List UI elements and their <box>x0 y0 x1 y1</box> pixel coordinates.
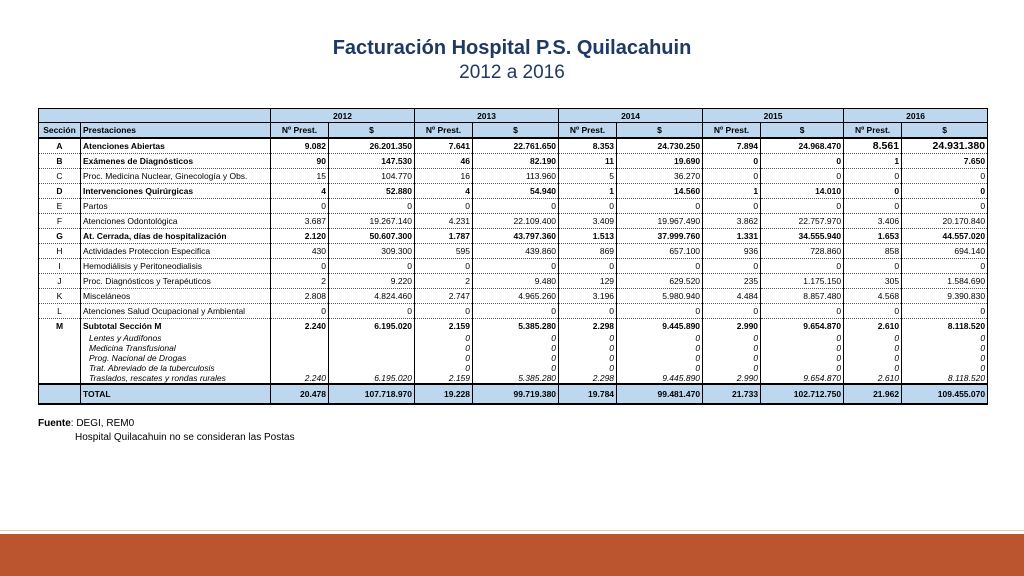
row-value: 8.857.480 <box>761 289 844 304</box>
subrow-label: Trat. Abreviado de la tuberculosis <box>81 363 271 373</box>
row-value: 104.770 <box>329 169 415 184</box>
subrow-section <box>39 333 81 343</box>
row-label: Proc. Medicina Nuclear, Ginecología y Obs. <box>81 169 271 184</box>
table-row <box>39 138 988 154</box>
row-label: Exámenes de Diagnósticos <box>81 154 271 169</box>
subrow-value: 0 <box>703 353 761 363</box>
row-value: 2 <box>415 274 473 289</box>
header-seccion: Sección <box>39 123 81 139</box>
row-value: 1.653 <box>844 229 902 244</box>
row-value: 0 <box>844 259 902 274</box>
row-value: 0 <box>902 304 988 319</box>
row-value: 46 <box>415 154 473 169</box>
row-value: 14.010 <box>761 184 844 199</box>
year-header-blank <box>39 109 271 123</box>
row-value: 0 <box>415 199 473 214</box>
row-value: 9.480 <box>473 274 559 289</box>
header-nprest: Nº Prest. <box>703 123 761 139</box>
subrow-value: 0 <box>703 343 761 353</box>
header-prestaciones: Prestaciones <box>81 123 271 139</box>
row-value: 3.687 <box>271 214 329 229</box>
row-value: 0 <box>617 259 703 274</box>
row-value: 1.331 <box>703 229 761 244</box>
row-section: G <box>39 229 81 244</box>
row-label: Hemodiálisis y Peritoneodialisis <box>81 259 271 274</box>
row-value: 7.894 <box>703 138 761 154</box>
subrow-value: 0 <box>473 333 559 343</box>
row-value: 16 <box>415 169 473 184</box>
row-value: 1.584.690 <box>902 274 988 289</box>
row-value: 2.240 <box>271 319 329 334</box>
subrow-value: 0 <box>473 353 559 363</box>
year-header: 2014 <box>559 109 703 123</box>
row-value: 8.118.520 <box>902 319 988 334</box>
row-value: 0 <box>844 199 902 214</box>
subrow-value: 0 <box>844 363 902 373</box>
row-value: 15 <box>271 169 329 184</box>
row-value: 11 <box>559 154 617 169</box>
row-value: 9.082 <box>271 138 329 154</box>
subrow-value: 6.195.020 <box>329 373 415 384</box>
year-header: 2013 <box>415 109 559 123</box>
row-section: A <box>39 138 81 154</box>
row-value: 24.931.380 <box>902 138 988 154</box>
table-row <box>39 304 988 319</box>
row-value: 0 <box>559 199 617 214</box>
row-section: M <box>39 319 81 334</box>
header-nprest: Nº Prest. <box>844 123 902 139</box>
year-header: 2016 <box>844 109 988 123</box>
subrow-value: 9.445.890 <box>617 373 703 384</box>
subrow-value: 0 <box>761 363 844 373</box>
row-value: 6.195.020 <box>329 319 415 334</box>
row-value: 4.484 <box>703 289 761 304</box>
row-value: 1 <box>559 184 617 199</box>
subrow-label: Traslados, rescates y rondas rurales <box>81 373 271 384</box>
row-value: 0 <box>761 259 844 274</box>
subrow-value: 2.990 <box>703 373 761 384</box>
row-value: 4 <box>415 184 473 199</box>
total-value: 107.718.970 <box>329 384 415 404</box>
row-value: 4.824.460 <box>329 289 415 304</box>
row-value: 629.520 <box>617 274 703 289</box>
subrow-value: 0 <box>559 363 617 373</box>
subrow-section <box>39 373 81 384</box>
row-value: 657.100 <box>617 244 703 259</box>
total-value: 21.962 <box>844 384 902 404</box>
total-value: 19.784 <box>559 384 617 404</box>
row-value: 0 <box>761 154 844 169</box>
row-value: 0 <box>617 199 703 214</box>
total-value: 20.478 <box>271 384 329 404</box>
row-value: 9.445.890 <box>617 319 703 334</box>
section-m-row <box>39 319 988 334</box>
row-value: 9.654.870 <box>761 319 844 334</box>
row-label: Atenciones Abiertas <box>81 138 271 154</box>
slide-subtitle: 2012 a 2016 <box>459 62 565 83</box>
row-value: 20.170.840 <box>902 214 988 229</box>
subrow-value: 0 <box>617 353 703 363</box>
subrow-value: 0 <box>902 363 988 373</box>
row-value: 113.960 <box>473 169 559 184</box>
row-value: 19.967.490 <box>617 214 703 229</box>
row-value: 0 <box>271 259 329 274</box>
subrow-section <box>39 353 81 363</box>
row-value: 305 <box>844 274 902 289</box>
row-value: 0 <box>473 259 559 274</box>
row-value: 5.980.940 <box>617 289 703 304</box>
total-value: 21.733 <box>703 384 761 404</box>
row-section: J <box>39 274 81 289</box>
row-value: 19.690 <box>617 154 703 169</box>
subrow-value: 0 <box>617 343 703 353</box>
source-label: Fuente <box>38 418 71 429</box>
row-value: 0 <box>329 199 415 214</box>
table-row <box>39 229 988 244</box>
row-value: 858 <box>844 244 902 259</box>
header-money: $ <box>761 123 844 139</box>
row-section: E <box>39 199 81 214</box>
subrow-value: 0 <box>415 353 473 363</box>
table-row <box>39 154 988 169</box>
subrow-value: 8.118.520 <box>902 373 988 384</box>
subrow-value: 0 <box>844 343 902 353</box>
section-m-subrow <box>39 353 988 363</box>
subrow-value <box>329 353 415 363</box>
subrow-value: 2.240 <box>271 373 329 384</box>
row-value: 82.190 <box>473 154 559 169</box>
row-value: 728.860 <box>761 244 844 259</box>
row-label: Misceláneos <box>81 289 271 304</box>
table-row <box>39 244 988 259</box>
table-row <box>39 199 988 214</box>
row-value: 0 <box>902 184 988 199</box>
subrow-value: 0 <box>415 333 473 343</box>
row-label: At. Cerrada, días de hospitalización <box>81 229 271 244</box>
slide-title-block <box>0 35 1024 85</box>
row-label: Proc. Diagnósticos y Terapéuticos <box>81 274 271 289</box>
row-value: 3.862 <box>703 214 761 229</box>
row-value: 4.965.260 <box>473 289 559 304</box>
row-value: 2.990 <box>703 319 761 334</box>
total-value: 109.455.070 <box>902 384 988 404</box>
subrow-value: 0 <box>473 343 559 353</box>
row-value: 0 <box>844 169 902 184</box>
row-value: 4 <box>271 184 329 199</box>
row-value: 22.761.650 <box>473 138 559 154</box>
row-value: 2.610 <box>844 319 902 334</box>
header-money: $ <box>473 123 559 139</box>
subrow-value <box>271 333 329 343</box>
subrow-value: 0 <box>761 343 844 353</box>
row-value: 0 <box>703 259 761 274</box>
row-label: Atenciones Salud Ocupacional y Ambiental <box>81 304 271 319</box>
subrow-section <box>39 343 81 353</box>
year-header: 2012 <box>271 109 415 123</box>
row-value: 8.561 <box>844 138 902 154</box>
year-header: 2015 <box>703 109 844 123</box>
row-value: 4.568 <box>844 289 902 304</box>
row-value: 595 <box>415 244 473 259</box>
subrow-value: 0 <box>473 363 559 373</box>
row-value: 8.353 <box>559 138 617 154</box>
row-value: 37.999.760 <box>617 229 703 244</box>
row-value: 2.808 <box>271 289 329 304</box>
row-value: 1.513 <box>559 229 617 244</box>
row-section: C <box>39 169 81 184</box>
total-section-blank <box>39 384 81 404</box>
subrow-value: 0 <box>902 353 988 363</box>
subrow-value: 0 <box>761 333 844 343</box>
row-value: 9.220 <box>329 274 415 289</box>
subrow-value: 0 <box>902 343 988 353</box>
footer-bar <box>0 534 1024 576</box>
row-value: 3.196 <box>559 289 617 304</box>
row-value: 129 <box>559 274 617 289</box>
billing-table <box>38 108 988 405</box>
row-label: Atenciones Odontológica <box>81 214 271 229</box>
row-value: 54.940 <box>473 184 559 199</box>
row-value: 0 <box>844 304 902 319</box>
row-value: 19.267.140 <box>329 214 415 229</box>
section-m-subrow <box>39 343 988 353</box>
subrow-value <box>329 333 415 343</box>
row-value: 24.968.470 <box>761 138 844 154</box>
row-value: 0 <box>329 259 415 274</box>
row-value: 0 <box>844 184 902 199</box>
row-value: 0 <box>329 304 415 319</box>
footer-divider <box>0 530 1024 531</box>
table-row <box>39 274 988 289</box>
subrow-label: Prog. Nacional de Drogas <box>81 353 271 363</box>
section-m-subrow <box>39 363 988 373</box>
subrow-value: 0 <box>703 363 761 373</box>
row-value: 26.201.350 <box>329 138 415 154</box>
slide-title: Facturación Hospital P.S. Quilacahuin <box>332 37 692 59</box>
row-value: 694.140 <box>902 244 988 259</box>
row-section: I <box>39 259 81 274</box>
row-value: 235 <box>703 274 761 289</box>
row-value: 3.409 <box>559 214 617 229</box>
row-value: 7.641 <box>415 138 473 154</box>
row-value: 2.298 <box>559 319 617 334</box>
row-value: 0 <box>559 304 617 319</box>
row-value: 439.860 <box>473 244 559 259</box>
row-value: 936 <box>703 244 761 259</box>
year-header-row <box>39 109 988 123</box>
header-money: $ <box>902 123 988 139</box>
row-value: 43.797.360 <box>473 229 559 244</box>
row-value: 0 <box>617 304 703 319</box>
table-row <box>39 259 988 274</box>
subrow-value <box>329 343 415 353</box>
total-row <box>39 384 988 404</box>
row-value: 0 <box>761 169 844 184</box>
total-value: 99.719.380 <box>473 384 559 404</box>
row-label: Partos <box>81 199 271 214</box>
subrow-value <box>329 363 415 373</box>
subrow-value: 0 <box>617 363 703 373</box>
row-value: 1 <box>844 154 902 169</box>
subrow-section <box>39 363 81 373</box>
row-value: 2.159 <box>415 319 473 334</box>
row-value: 0 <box>559 259 617 274</box>
row-value: 24.730.250 <box>617 138 703 154</box>
row-label: Actividades Proteccion Especifica <box>81 244 271 259</box>
row-value: 22.109.400 <box>473 214 559 229</box>
row-section: F <box>39 214 81 229</box>
header-money: $ <box>617 123 703 139</box>
subrow-value: 0 <box>617 333 703 343</box>
subrow-value: 0 <box>559 343 617 353</box>
row-value: 3.406 <box>844 214 902 229</box>
header-nprest: Nº Prest. <box>415 123 473 139</box>
subrow-value: 0 <box>902 333 988 343</box>
row-value: 22.757.970 <box>761 214 844 229</box>
subrow-value: 9.654.870 <box>761 373 844 384</box>
row-value: 0 <box>271 199 329 214</box>
table-row <box>39 289 988 304</box>
subrow-value: 0 <box>559 333 617 343</box>
row-value: 0 <box>902 199 988 214</box>
total-label: TOTAL <box>81 384 271 404</box>
row-label: Intervenciones Quirúrgicas <box>81 184 271 199</box>
row-value: 2 <box>271 274 329 289</box>
row-value: 0 <box>415 259 473 274</box>
row-value: 4.231 <box>415 214 473 229</box>
header-nprest: Nº Prest. <box>559 123 617 139</box>
row-value: 430 <box>271 244 329 259</box>
subrow-value: 0 <box>844 333 902 343</box>
row-value: 52.880 <box>329 184 415 199</box>
subrow-label: Lentes y Audífonos <box>81 333 271 343</box>
subrow-value <box>271 363 329 373</box>
row-value: 0 <box>473 304 559 319</box>
row-value: 0 <box>703 154 761 169</box>
table-row <box>39 184 988 199</box>
column-header-row <box>39 123 988 139</box>
source-notes <box>38 417 295 445</box>
total-value: 102.712.750 <box>761 384 844 404</box>
row-value: 0 <box>902 169 988 184</box>
row-value: 9.390.830 <box>902 289 988 304</box>
subrow-value: 2.159 <box>415 373 473 384</box>
subrow-value: 0 <box>844 353 902 363</box>
row-value: 0 <box>271 304 329 319</box>
subrow-value: 2.298 <box>559 373 617 384</box>
table-row <box>39 214 988 229</box>
row-value: 0 <box>703 199 761 214</box>
row-value: 0 <box>703 304 761 319</box>
row-value: 0 <box>473 199 559 214</box>
row-value: 50.607.300 <box>329 229 415 244</box>
row-value: 0 <box>415 304 473 319</box>
source-note: Hospital Quilacahuin no se consideran las Postas <box>75 432 295 443</box>
row-value: 0 <box>902 259 988 274</box>
row-value: 0 <box>703 169 761 184</box>
row-label: Subtotal Sección M <box>81 319 271 334</box>
row-value: 147.530 <box>329 154 415 169</box>
row-section: B <box>39 154 81 169</box>
subrow-value: 0 <box>415 343 473 353</box>
row-value: 309.300 <box>329 244 415 259</box>
row-value: 869 <box>559 244 617 259</box>
subrow-value: 0 <box>559 353 617 363</box>
row-value: 5.385.280 <box>473 319 559 334</box>
row-section: L <box>39 304 81 319</box>
row-value: 7.650 <box>902 154 988 169</box>
row-value: 5 <box>559 169 617 184</box>
table-row <box>39 169 988 184</box>
subrow-value: 0 <box>761 353 844 363</box>
row-value: 2.747 <box>415 289 473 304</box>
subrow-value: 0 <box>703 333 761 343</box>
subrow-label: Medicina Transfusional <box>81 343 271 353</box>
row-value: 1 <box>703 184 761 199</box>
row-value: 14.560 <box>617 184 703 199</box>
subrow-value <box>271 353 329 363</box>
section-m-subrow <box>39 333 988 343</box>
subrow-value: 5.385.280 <box>473 373 559 384</box>
row-value: 0 <box>761 199 844 214</box>
total-value: 99.481.470 <box>617 384 703 404</box>
header-money: $ <box>329 123 415 139</box>
row-value: 1.787 <box>415 229 473 244</box>
section-m-subrow <box>39 373 988 384</box>
subrow-value <box>271 343 329 353</box>
row-value: 44.557.020 <box>902 229 988 244</box>
subrow-value: 2.610 <box>844 373 902 384</box>
source-text: : DEGI, REM0 <box>70 418 135 429</box>
row-value: 1.175.150 <box>761 274 844 289</box>
row-section: K <box>39 289 81 304</box>
row-section: D <box>39 184 81 199</box>
row-value: 34.555.940 <box>761 229 844 244</box>
header-nprest: Nº Prest. <box>271 123 329 139</box>
row-section: H <box>39 244 81 259</box>
row-value: 36.270 <box>617 169 703 184</box>
subrow-value: 0 <box>415 363 473 373</box>
row-value: 90 <box>271 154 329 169</box>
row-value: 2.120 <box>271 229 329 244</box>
row-value: 0 <box>761 304 844 319</box>
total-value: 19.228 <box>415 384 473 404</box>
